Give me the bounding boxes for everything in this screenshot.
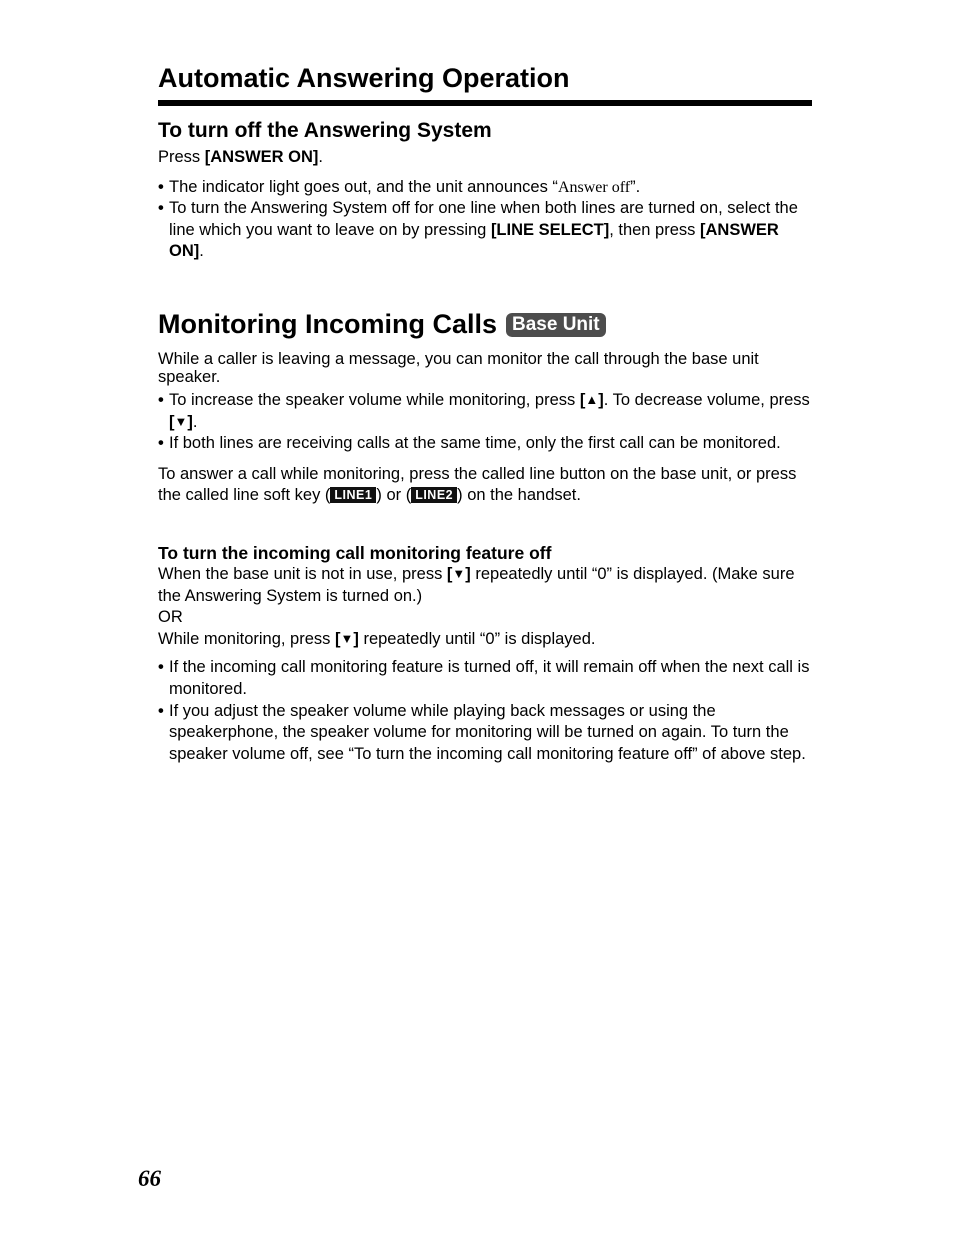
bullet-dot: • xyxy=(158,658,164,677)
page-title: Automatic Answering Operation xyxy=(158,63,570,93)
feature-off-bullets xyxy=(158,657,812,765)
bracket-open: [ xyxy=(579,391,586,409)
list-item xyxy=(158,701,812,766)
monitoring-section xyxy=(158,307,812,507)
section-heading-turn-off: To turn off the Answering System xyxy=(158,119,492,142)
page-number: 66 xyxy=(138,1166,161,1191)
bullet-text: To increase the speaker volume while monitoring, press xyxy=(169,391,580,409)
bullet-text-mid: , then press xyxy=(609,220,700,239)
instruction-text: While monitoring, press xyxy=(158,629,335,648)
down-arrow-icon: ▼ xyxy=(452,566,466,581)
volume-down-key xyxy=(169,413,193,431)
bracket-open: [ xyxy=(446,565,453,583)
bullet-text: The indicator light goes out, and the unit announces “ xyxy=(169,177,558,196)
volume-up-key xyxy=(580,391,604,409)
line-select-key: [LINE SELECT] xyxy=(490,220,610,239)
instruction-text-end: repeatedly until “0” is displayed. (Make sure the Answering System is turned on.) xyxy=(158,565,795,605)
answer-text-b: ) or ( xyxy=(376,486,412,505)
bracket-close: ] xyxy=(353,629,359,648)
line2-softkey: LINE2 xyxy=(411,487,457,503)
turn-off-bullets xyxy=(158,177,812,263)
bracket-open: [ xyxy=(334,629,341,648)
bullet-text-mid: . To decrease volume, press xyxy=(603,391,810,409)
monitoring-intro: While a caller is leaving a message, you can monitor the call through the base unit speaker. xyxy=(158,350,759,386)
header-rule xyxy=(158,100,812,106)
monitoring-heading-text: Monitoring Incoming Calls xyxy=(158,309,497,339)
bullet-dot: • xyxy=(158,199,164,218)
down-arrow-icon: ▼ xyxy=(340,630,354,646)
bullet-text-end: . xyxy=(199,242,204,261)
monitoring-bullets xyxy=(158,390,812,455)
bullet-text-end: ”. xyxy=(630,177,641,196)
bullet-dot: • xyxy=(158,434,164,453)
bullet-text-end: . xyxy=(192,412,198,431)
bullet-dot: • xyxy=(158,177,164,196)
instruction-text: When the base unit is not in use, press xyxy=(158,565,447,583)
feature-off-section xyxy=(158,542,812,765)
bullet-text: To turn the Answering System off for one line when both lines are turned on, select the line which you want to leave on by pressing xyxy=(169,199,798,239)
or-separator: OR xyxy=(158,608,183,627)
feature-off-instruction-1 xyxy=(158,564,812,607)
list-item xyxy=(158,433,812,455)
section-heading-feature-off: To turn the incoming call monitoring feature off xyxy=(158,543,552,563)
instruction-text-end: repeatedly until “0” is displayed. xyxy=(358,629,596,648)
feature-off-instruction-2 xyxy=(158,629,812,651)
list-item xyxy=(158,390,812,433)
bullet-dot: • xyxy=(158,391,164,409)
list-item xyxy=(158,198,812,263)
section-heading-monitoring xyxy=(158,307,812,341)
turn-off-section xyxy=(158,117,812,263)
answer-text-c: ) on the handset. xyxy=(457,486,581,505)
answer-on-key: [ANSWER ON] xyxy=(169,220,779,261)
down-key xyxy=(447,565,471,583)
bullet-dot: • xyxy=(158,701,164,720)
answer-on-key: [ANSWER ON] xyxy=(204,148,319,166)
list-item xyxy=(158,657,812,700)
press-prefix: Press xyxy=(158,148,205,166)
answer-while-monitoring xyxy=(158,464,812,507)
down-arrow-icon: ▼ xyxy=(174,413,188,429)
list-item xyxy=(158,177,812,199)
bullet-text: If both lines are receiving calls at the same time, only the first call can be monitored. xyxy=(169,434,781,453)
bracket-close: ] xyxy=(187,412,193,431)
down-key xyxy=(335,630,359,648)
bracket-open: [ xyxy=(169,412,175,431)
press-suffix: . xyxy=(318,148,324,166)
press-instruction xyxy=(158,147,812,169)
bullet-text: If you adjust the speaker volume while playing back messages or using the speakerphone, the speaker volume for monitoring will be turned on again. To turn the speaker volume off, see “To turn the incoming call monitoring feature off” of above step. xyxy=(169,701,806,763)
base-unit-badge: Base Unit xyxy=(506,313,606,337)
up-arrow-icon: ▲ xyxy=(585,392,599,407)
page-header xyxy=(158,60,812,106)
bracket-close: ] xyxy=(598,391,604,409)
line1-softkey: LINE1 xyxy=(330,487,376,503)
voice-announcement: Answer off xyxy=(557,178,631,196)
bracket-close: ] xyxy=(465,565,471,583)
answer-text-a: To answer a call while monitoring, press the called line button on the base unit, or press the called line soft key ( xyxy=(158,464,797,505)
bullet-text: If the incoming call monitoring feature is turned off, it will remain off when the next call is monitored. xyxy=(169,658,810,698)
